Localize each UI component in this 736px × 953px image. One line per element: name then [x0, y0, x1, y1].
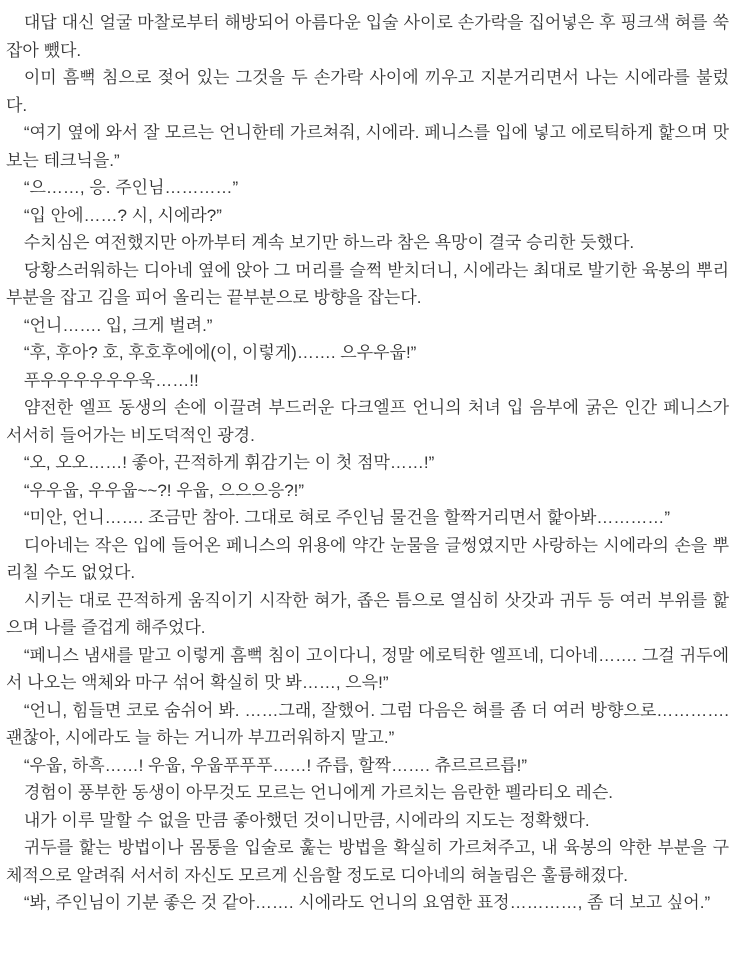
paragraph: “입 안에……? 시, 시에라?” — [23, 205, 222, 225]
paragraph: 얌전한 엘프 동생의 손에 이끌려 부드러운 다크엘프 언니의 처녀 입 음부에 굵은 인간 페니스가 서서히 들어가는 비도덕적인 광경. — [6, 398, 729, 445]
paragraph: 당황스러워하는 디아네 옆에 앉아 그 머리를 슬쩍 받치더니, 시에라는 최대로 발기한 육봉의 뿌리 부분을 잡고 김을 피어 올리는 끝부분으로 방향을 잡는다. — [6, 260, 729, 307]
paragraph: “미안, 언니……. 조금만 참아. 그대로 혀로 주인님 물건을 할짝거리면서 핥아봐…………” — [23, 508, 671, 527]
paragraph: 귀두를 핥는 방법이나 몸통을 입술로 훑는 방법을 확실히 가르쳐주고, 내 육봉의 약한 부분을 구체적으로 알려줘 서서히 자신도 모르게 신음할 정도로 디아네의 혀놀림은 훌륭해졌다. — [6, 838, 729, 885]
paragraph: 디아네는 작은 입에 들어온 페니스의 위용에 약간 눈물을 글썽였지만 사랑하는 시에라의 손을 뿌리칠 수도 없었다. — [6, 535, 729, 582]
paragraph: “으……, 응. 주인님…………” — [23, 178, 239, 197]
paragraph: “우우웁, 우우웁~~?! 우웁, 으으으응?!” — [23, 480, 305, 500]
paragraph: 경험이 풍부한 동생이 아무것도 모르는 언니에게 가르치는 음란한 펠라티오 레슨. — [23, 783, 614, 802]
paragraph: “언니……. 입, 크게 벌려.” — [23, 315, 213, 335]
paragraph: “우웁, 하흑……! 우웁, 우웁푸푸푸……! 쥬릅, 할짝……. 츄르르르릅!” — [23, 755, 528, 775]
paragraph: “언니, 힘들면 코로 숨쉬어 봐. ……그래, 잘했어. 그럼 다음은 혀를 좀 더 여러 방향으로…………. 괜찮아, 시에라도 늘 하는 거니까 부끄러워하지 말고.” — [6, 700, 729, 747]
paragraph: 이미 흠뻑 침으로 젖어 있는 그것을 두 손가락 사이에 끼우고 지분거리면서 나는 시에라를 불렀다. — [6, 68, 729, 115]
paragraph: “여기 옆에 와서 잘 모르는 언니한테 가르쳐줘, 시에라. 페니스를 입에 넣고 에로틱하게 핥으며 맛보는 테크닉을.” — [6, 123, 729, 170]
paragraph: 수치심은 여전했지만 아까부터 계속 보기만 하느라 참은 욕망이 결국 승리한 듯했다. — [23, 233, 635, 252]
paragraph: 시키는 대로 끈적하게 움직이기 시작한 혀가, 좁은 틈으로 열심히 삿갓과 귀두 등 여러 부위를 핥으며 나를 즐겁게 해주었다. — [6, 590, 729, 637]
paragraph-container — [6, 9, 729, 917]
paragraph: “후, 후아? 호, 후호후에에(이, 이렇게)……. 으우우웁!” — [23, 343, 417, 362]
paragraph: “봐, 주인님이 기분 좋은 것 같아……. 시에라도 언니의 요염한 표정…………, 좀 더 보고 싶어.” — [23, 893, 711, 912]
paragraph: 대답 대신 얼굴 마찰로부터 해방되어 아름다운 입술 사이로 손가락을 집어넣은 후 핑크색 혀를 쑥 잡아 뺐다. — [6, 13, 729, 60]
paragraph: 푸우우우우우우욱……!! — [23, 370, 199, 390]
paragraph: “페니스 냄새를 맡고 이렇게 흠뻑 침이 고이다니, 정말 에로틱한 엘프네, 디아네……. 그걸 귀두에서 나오는 액체와 마구 섞어 확실히 맛 봐……, 으윽!” — [6, 645, 729, 692]
paragraph: 내가 이루 말할 수 없을 만큼 좋아했던 것이니만큼, 시에라의 지도는 정확했다. — [23, 810, 590, 830]
paragraph: “오, 오오……! 좋아, 끈적하게 휘감기는 이 첫 점막……!” — [23, 453, 435, 472]
